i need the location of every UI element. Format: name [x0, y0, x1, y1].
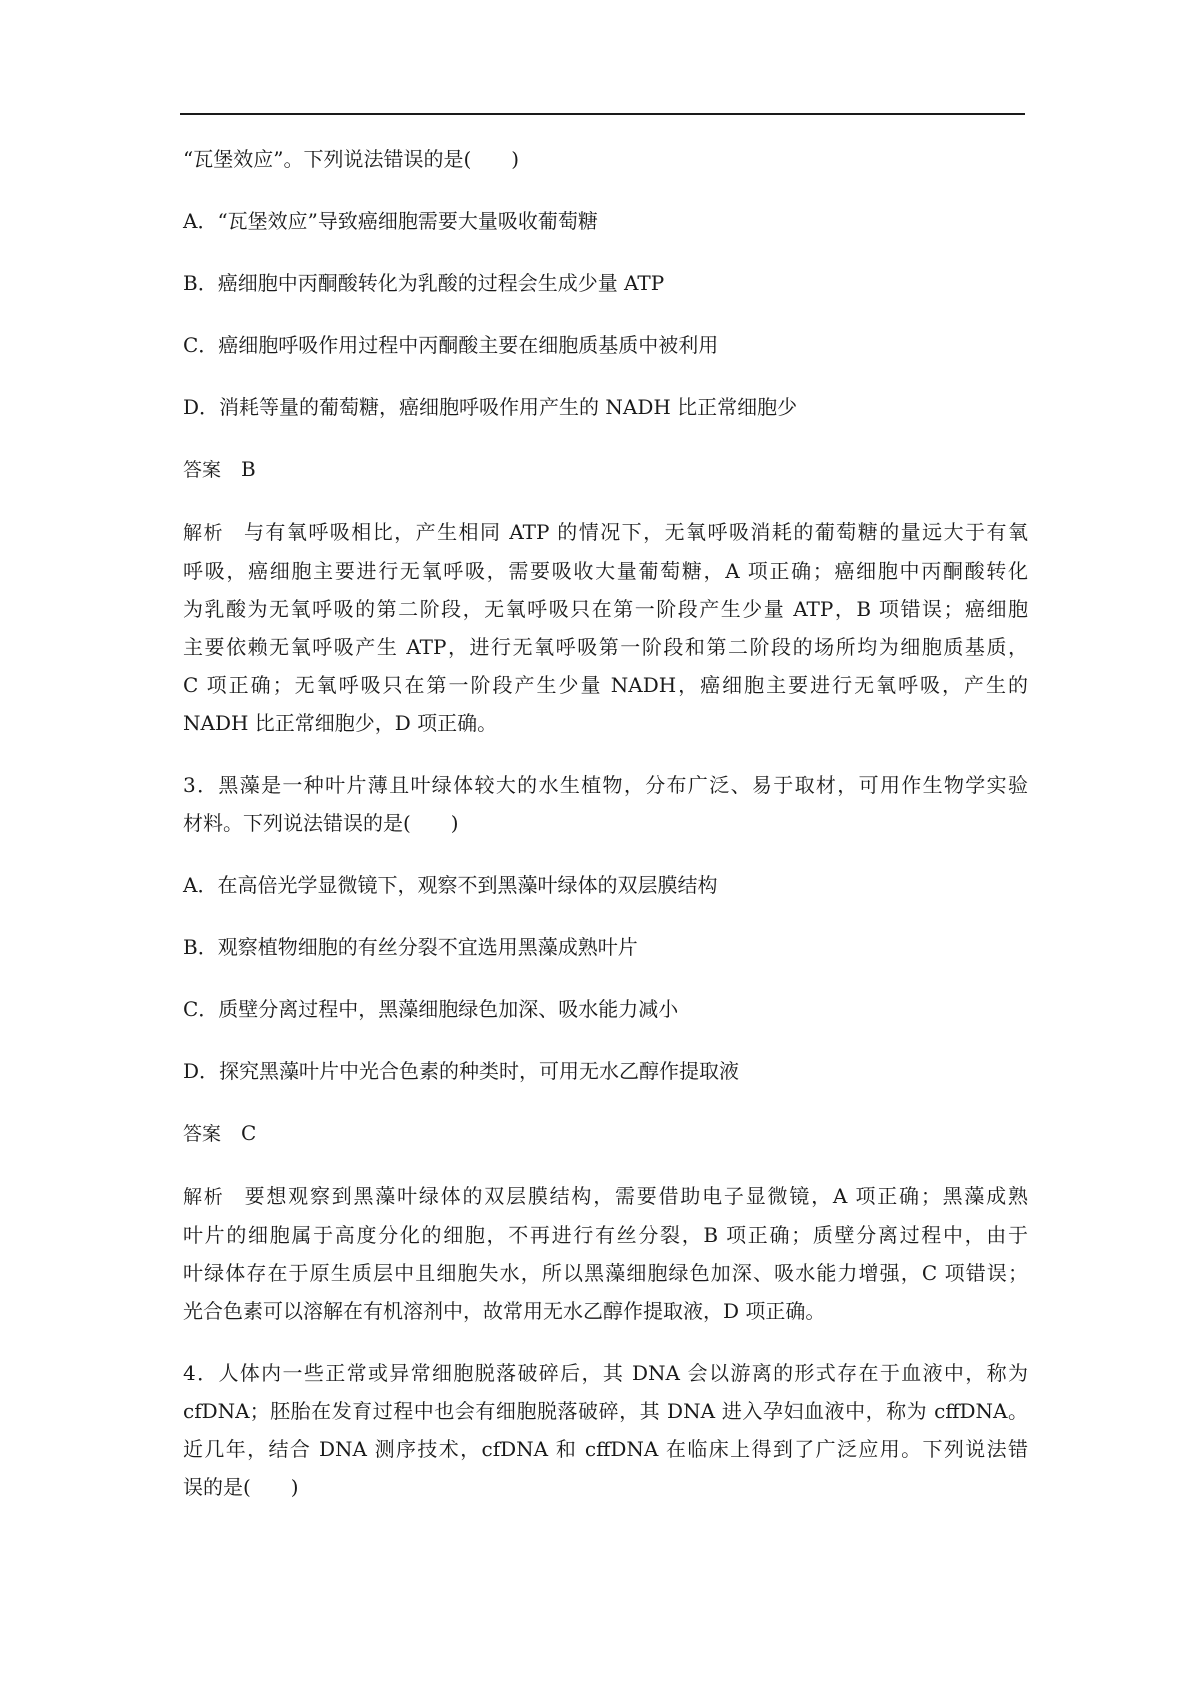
q2-analysis-line: C 项正确；无氧呼吸只在第一阶段产生少量 NADH，癌细胞主要进行无氧呼吸，产生的	[183, 673, 1028, 697]
q2-answer	[183, 450, 1028, 489]
q3-option-c: C．质壁分离过程中，黑藻细胞绿色加深、吸水能力减小	[183, 997, 679, 1021]
q2-option-b: B．癌细胞中丙酮酸转化为乳酸的过程会生成少量 ATP	[183, 271, 665, 295]
q2-option-a: A．“瓦堡效应”导致癌细胞需要大量吸收葡萄糖	[183, 209, 598, 233]
q3-answer-label: 答案	[183, 1123, 222, 1145]
q3-analysis-line: 叶绿体存在于原生质层中且细胞失水，所以黑藻细胞绿色加深、吸水能力增强，C 项错误；	[183, 1261, 1028, 1285]
q4-stem-line: cfDNA；胚胎在发育过程中也会有细胞脱落破碎，其 DNA 进入孕妇血液中，称为 cffDNA。	[183, 1399, 1028, 1423]
q2-analysis-label: 解析	[183, 522, 224, 544]
q4-stem	[183, 1354, 1028, 1506]
q2-analysis-line: 解析 与有氧呼吸相比，产生相同 ATP 的情况下，无氧呼吸消耗的葡萄糖的量远大于有氧	[183, 520, 1028, 544]
q3-answer-value: C	[241, 1121, 257, 1145]
q3-option-b: B．观察植物细胞的有丝分裂不宜选用黑藻成熟叶片	[183, 935, 638, 959]
q3-option-a: A．在高倍光学显微镜下，观察不到黑藻叶绿体的双层膜结构	[183, 873, 718, 897]
q3-analysis-line: 解析 要想观察到黑藻叶绿体的双层膜结构，需要借助电子显微镜，A 项正确；黑藻成熟	[183, 1184, 1028, 1208]
q3-stem-line: 材料。下列说法错误的是( )	[183, 811, 459, 835]
q2-stem-tail: “瓦堡效应”。下列说法错误的是( )	[183, 147, 520, 171]
q3-analysis-line: 叶片的细胞属于高度分化的细胞，不再进行有丝分裂，B 项正确；质壁分离过程中，由于	[183, 1223, 1028, 1247]
q2-analysis-line: 为乳酸为无氧呼吸的第二阶段，无氧呼吸只在第一阶段产生少量 ATP，B 项错误；癌细胞	[183, 597, 1028, 621]
q2-option-d: D．消耗等量的葡萄糖，癌细胞呼吸作用产生的 NADH 比正常细胞少	[183, 395, 798, 419]
q3-answer	[183, 1114, 1028, 1153]
q4-stem-line: 近几年，结合 DNA 测序技术，cfDNA 和 cffDNA 在临床上得到了广泛应用。下列说法错	[183, 1437, 1028, 1461]
q3-analysis-label: 解析	[183, 1186, 225, 1208]
q2-answer-value: B	[241, 457, 256, 481]
q3-analysis-line: 光合色素可以溶解在有机溶剂中，故常用无水乙醇作提取液，D 项正确。	[183, 1299, 826, 1323]
q2-analysis-line: NADH 比正常细胞少，D 项正确。	[183, 711, 498, 735]
q2-answer-label: 答案	[183, 459, 222, 481]
content	[183, 140, 1028, 1530]
q2-option-c: C．癌细胞呼吸作用过程中丙酮酸主要在细胞质基质中被利用	[183, 333, 719, 357]
q3-option-d: D．探究黑藻叶片中光合色素的种类时，可用无水乙醇作提取液	[183, 1059, 740, 1083]
q2-analysis-line: 主要依赖无氧呼吸产生 ATP，进行无氧呼吸第一阶段和第二阶段的场所均为细胞质基质，	[183, 635, 1028, 659]
q3-stem-line: 3．黑藻是一种叶片薄且叶绿体较大的水生植物，分布广泛、易于取材，可用作生物学实验	[183, 773, 1028, 797]
q3-stem	[183, 766, 1028, 842]
q4-stem-line: 4．人体内一些正常或异常细胞脱落破碎后，其 DNA 会以游离的形式存在于血液中，称为	[183, 1361, 1028, 1385]
q2-analysis-line: 呼吸，癌细胞主要进行无氧呼吸，需要吸收大量葡萄糖，A 项正确；癌细胞中丙酮酸转化	[183, 559, 1028, 583]
q2-analysis	[183, 513, 1028, 742]
q3-analysis	[183, 1177, 1028, 1330]
header-rule	[180, 113, 1025, 115]
q4-stem-line: 误的是( )	[183, 1475, 299, 1499]
